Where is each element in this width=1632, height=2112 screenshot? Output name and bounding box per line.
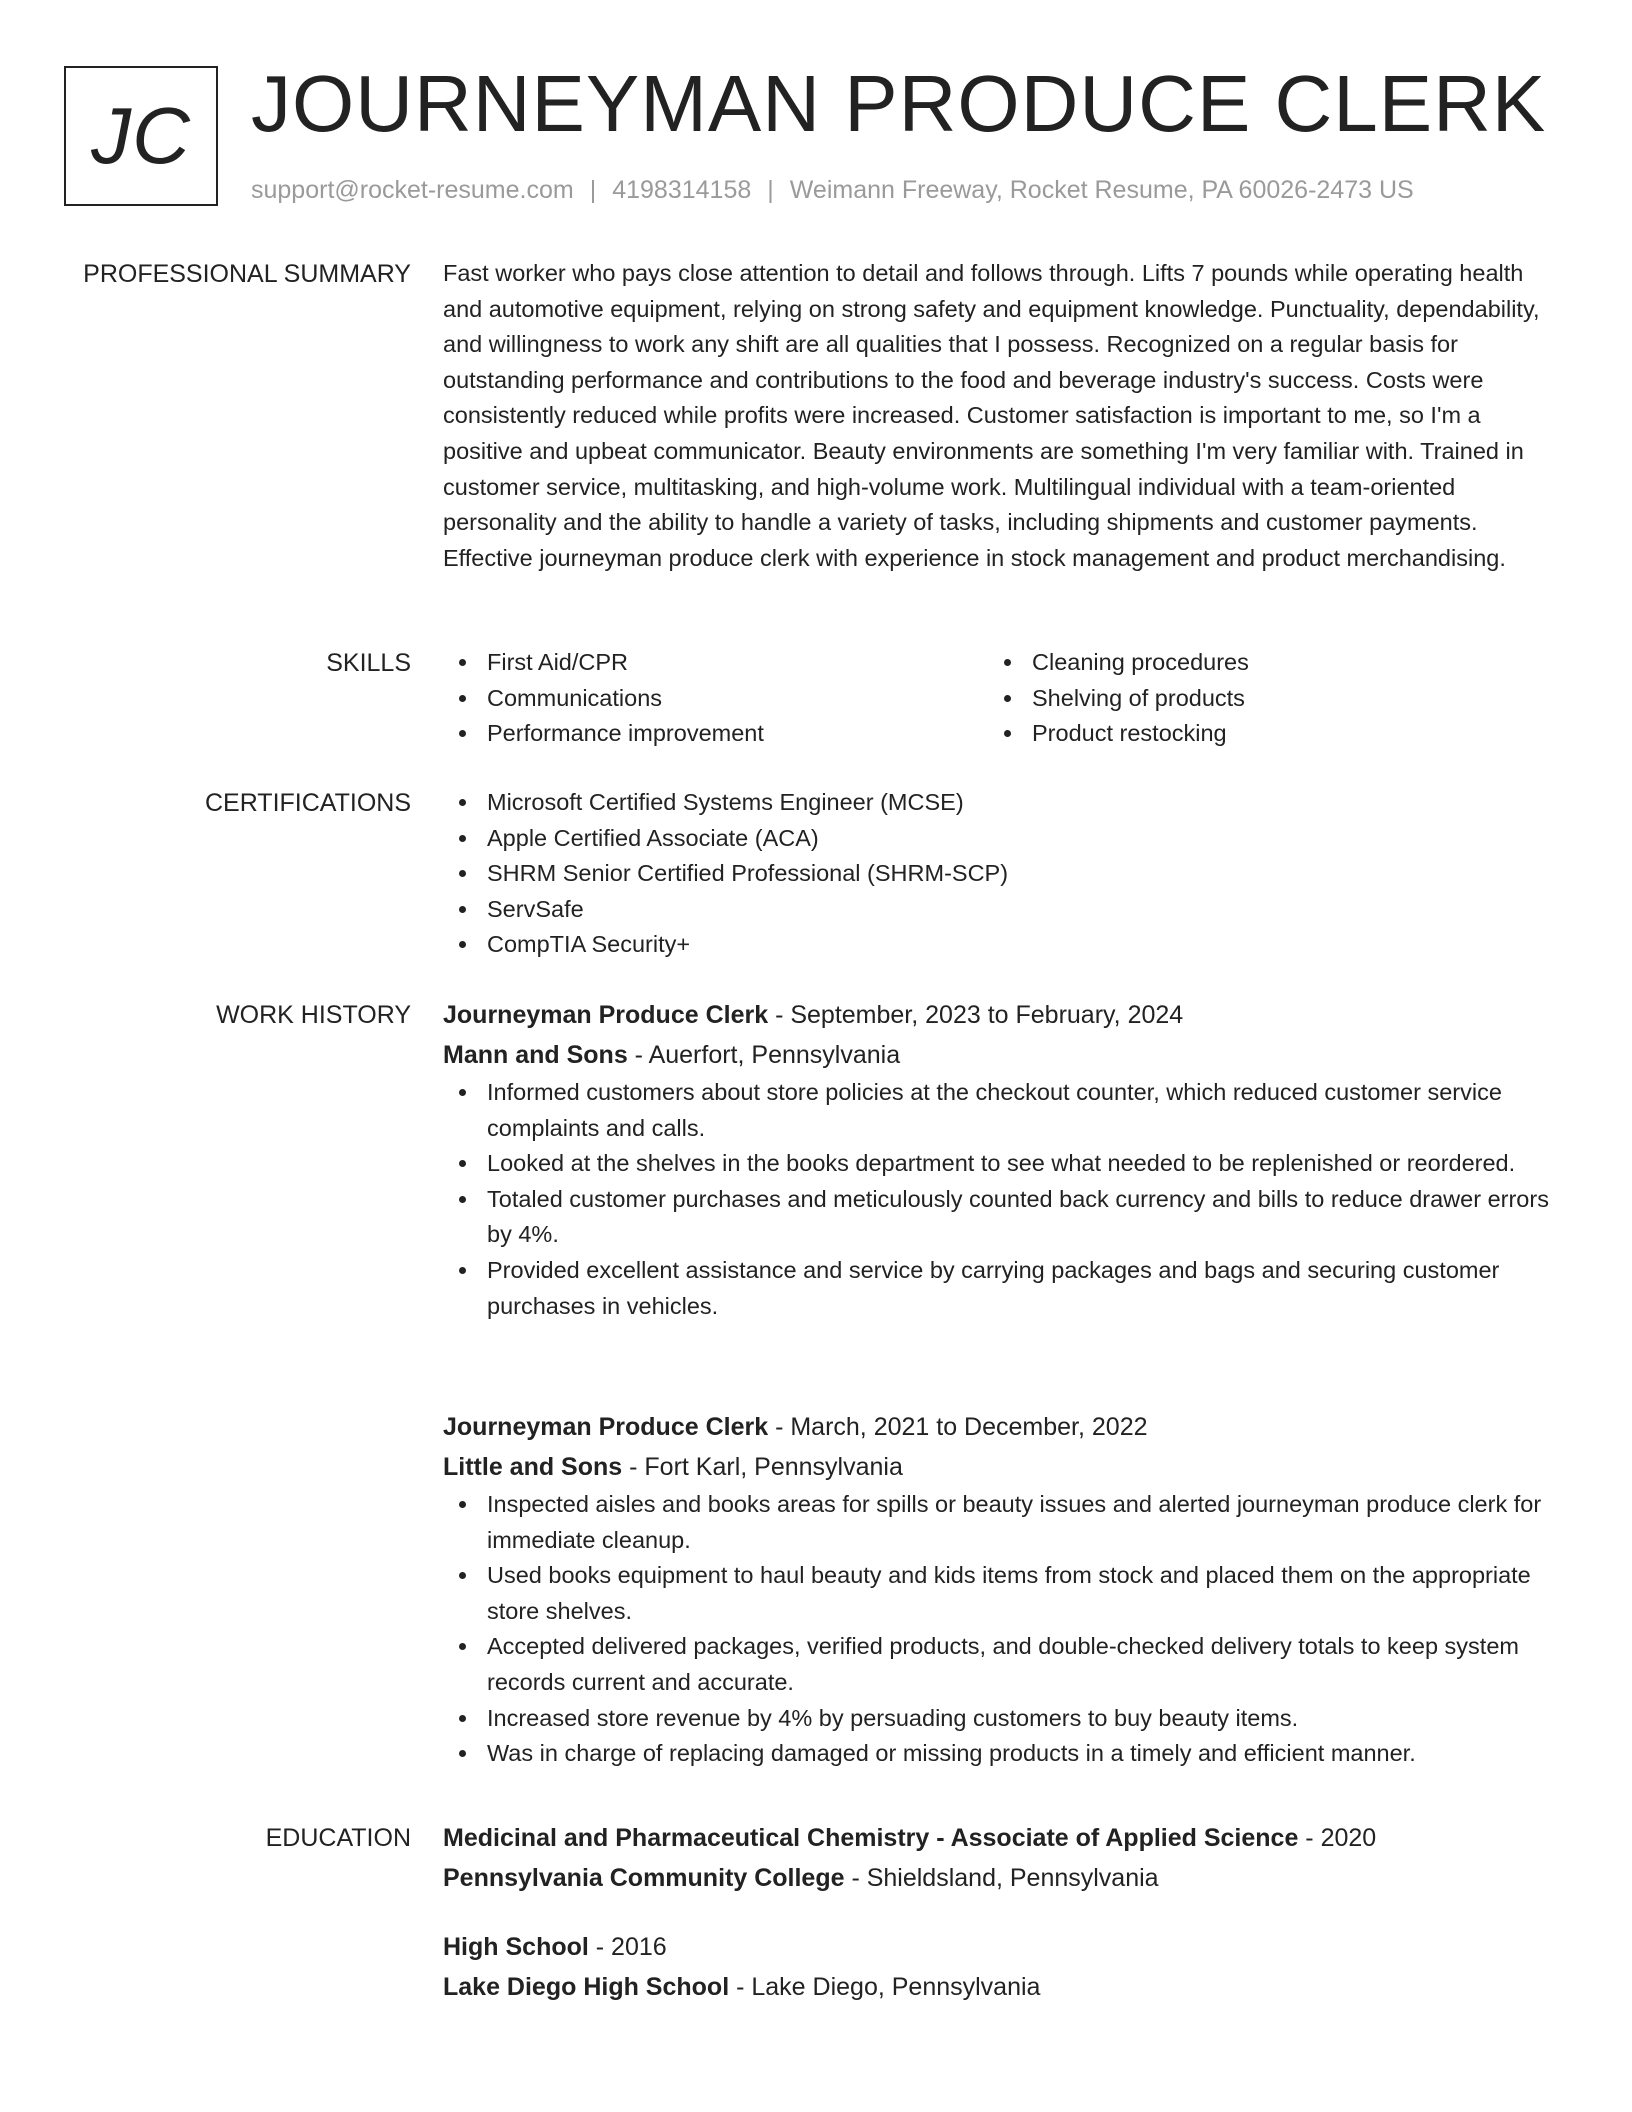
- contact-phone: 4198314158: [612, 176, 752, 204]
- skill-item: Communications: [443, 681, 988, 717]
- job-bullet: Accepted delivered packages, verified products, and double-checked delivery totals to keep system records current and accurate.: [443, 1629, 1553, 1700]
- job-location: - Fort Karl, Pennsylvania: [622, 1453, 903, 1481]
- education-degree: High School: [443, 1933, 589, 1961]
- job-entry: [443, 1407, 1553, 1772]
- job-dates: - March, 2021 to December, 2022: [768, 1413, 1148, 1441]
- contact-email: support@rocket-resume.com: [251, 176, 574, 204]
- section-label-summary: PROFESSIONAL SUMMARY: [83, 260, 411, 288]
- job-entry: [443, 995, 1553, 1324]
- skills-list-left: [443, 645, 988, 752]
- education-school-line: [443, 1858, 1553, 1898]
- job-title-line: [443, 995, 1553, 1035]
- education-school: Pennsylvania Community College: [443, 1864, 845, 1892]
- skill-item: Cleaning procedures: [988, 645, 1533, 681]
- candidate-name: JOURNEYMAN PRODUCE CLERK: [251, 59, 1547, 148]
- education-location: - Lake Diego, Pennsylvania: [729, 1973, 1041, 2001]
- job-title-line: [443, 1407, 1553, 1447]
- education-school: Lake Diego High School: [443, 1973, 730, 2001]
- skill-item: Shelving of products: [988, 681, 1533, 717]
- job-company: Mann and Sons: [443, 1041, 628, 1069]
- education-year: - 2016: [588, 1933, 667, 1961]
- job-company-line: [443, 1447, 1553, 1487]
- section-label-certifications: CERTIFICATIONS: [204, 789, 411, 817]
- summary-section: [443, 256, 1553, 576]
- skills-list-right: [988, 645, 1533, 752]
- education-year: - 2020: [1298, 1824, 1377, 1852]
- job-company: Little and Sons: [443, 1453, 623, 1481]
- job-bullet: Inspected aisles and books areas for spills or beauty issues and alerted journeyman produce clerk for immediate cleanup.: [443, 1487, 1553, 1558]
- contact-address: Weimann Freeway, Rocket Resume, PA 60026-2473 US: [789, 176, 1414, 204]
- job-bullet: Looked at the shelves in the books department to see what needed to be replenished or reordered.: [443, 1146, 1553, 1182]
- job-title: Journeyman Produce Clerk: [443, 1001, 769, 1029]
- contact-line: [251, 172, 1414, 208]
- job-location: - Auerfort, Pennsylvania: [627, 1041, 901, 1069]
- education-degree-line: [443, 1818, 1553, 1858]
- education-degree-line: [443, 1927, 1553, 1967]
- monogram-logo: JC: [64, 66, 218, 206]
- job-bullets: [443, 1487, 1553, 1772]
- education-school-line: [443, 1967, 1553, 2007]
- skill-item: Performance improvement: [443, 716, 988, 752]
- certifications-list: [443, 785, 1553, 963]
- contact-separator: |: [589, 176, 597, 204]
- summary-text: Fast worker who pays close attention to detail and follows through. Lifts 7 pounds while operating health and automotive equipment, relying on strong safety and equipment knowledge. Punctuality, dependability, and willingness to work any shift are all qualities that I possess. Recognized on a regular basis for outstanding performance and contributions to the food and beverage industry's success. Costs were consistently reduced while profits were increased. Customer satisfaction is important to me, so I'm a positive and upbeat communicator. Beauty environments are something I'm very familiar with. Trained in customer service, multitasking, and high-volume work. Multilingual individual with a team-oriented personality and the ability to handle a variety of tasks, including shipments and customer payments. Effective journeyman produce clerk with experience in stock management and product merchandising.: [443, 260, 1540, 571]
- job-company-line: [443, 1035, 1553, 1075]
- job-bullet: Increased store revenue by 4% by persuading customers to buy beauty items.: [443, 1701, 1553, 1737]
- job-bullet: Informed customers about store policies at the checkout counter, which reduced customer service complaints and calls.: [443, 1075, 1553, 1146]
- section-label-work: WORK HISTORY: [216, 1001, 411, 1029]
- job-bullets: [443, 1075, 1553, 1324]
- certification-item: Apple Certified Associate (ACA): [443, 821, 1553, 857]
- job-bullet: Used books equipment to haul beauty and kids items from stock and placed them on the appropriate store shelves.: [443, 1558, 1553, 1629]
- skill-item: First Aid/CPR: [443, 645, 988, 681]
- education-location: - Shieldsland, Pennsylvania: [844, 1864, 1159, 1892]
- skills-section: [443, 645, 1553, 752]
- certification-item: ServSafe: [443, 892, 1553, 928]
- education-entry: [443, 1927, 1553, 2007]
- job-dates: - September, 2023 to February, 2024: [768, 1001, 1184, 1029]
- job-bullet: Totaled customer purchases and meticulously counted back currency and bills to reduce drawer errors by 4%.: [443, 1182, 1553, 1253]
- education-degree: Medicinal and Pharmaceutical Chemistry - Associate of Applied Science: [443, 1824, 1299, 1852]
- section-label-education: EDUCATION: [265, 1824, 411, 1852]
- section-label-skills: SKILLS: [326, 649, 411, 677]
- skill-item: Product restocking: [988, 716, 1533, 752]
- job-title: Journeyman Produce Clerk: [443, 1413, 769, 1441]
- job-bullet: Was in charge of replacing damaged or missing products in a timely and efficient manner.: [443, 1736, 1553, 1772]
- certifications-section: [443, 785, 1553, 963]
- certification-item: Microsoft Certified Systems Engineer (MCSE): [443, 785, 1553, 821]
- job-bullet: Provided excellent assistance and service by carrying packages and bags and securing customer purchases in vehicles.: [443, 1253, 1553, 1324]
- education-entry: [443, 1818, 1553, 1898]
- certification-item: SHRM Senior Certified Professional (SHRM-SCP): [443, 856, 1553, 892]
- certification-item: CompTIA Security+: [443, 927, 1553, 963]
- contact-separator: |: [767, 176, 774, 204]
